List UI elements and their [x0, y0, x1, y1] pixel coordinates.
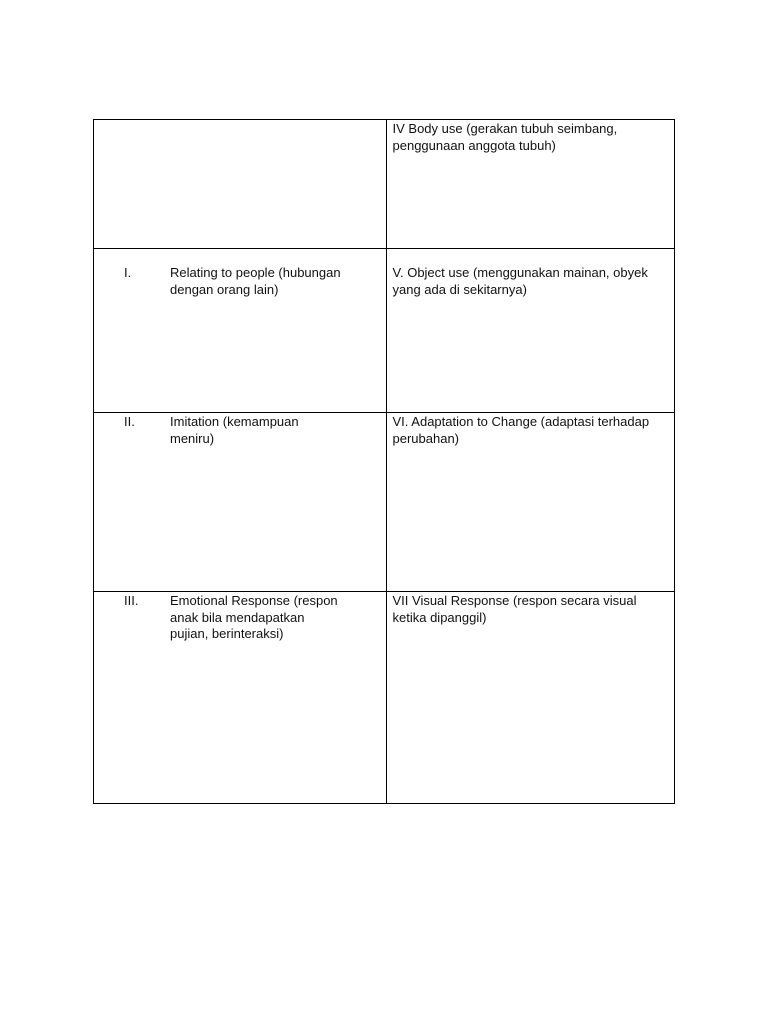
list-item [94, 592, 386, 643]
table-cell [94, 413, 387, 592]
item-body-use: IV Body use (gerakan tubuh seimbang, penggunaan anggota tubuh) [392, 121, 618, 153]
list-item [94, 413, 386, 447]
item-numeral: I. [124, 265, 132, 280]
table-cell-empty [94, 120, 387, 249]
table-cell [94, 249, 387, 413]
table-cell [386, 249, 675, 413]
list-item [94, 249, 386, 298]
table-cell [386, 120, 675, 249]
assessment-table [93, 119, 675, 804]
item-adaptation-to-change: VI. Adaptation to Change (adaptasi terhadap perubahan) [392, 414, 650, 446]
table-row [94, 249, 675, 413]
item-numeral: III. [124, 593, 139, 608]
item-emotional-response: Emotional Response (respon anak bila mendapatkan pujian, berinteraksi) [170, 593, 338, 641]
item-relating-to-people: Relating to people (hubungan dengan orang lain) [170, 265, 341, 297]
item-numeral: II. [124, 414, 135, 429]
item-object-use: V. Object use (menggunakan mainan, obyek yang ada di sekitarnya) [392, 265, 648, 297]
table-row [94, 413, 675, 592]
table-row [94, 592, 675, 804]
table-row [94, 120, 675, 249]
item-imitation: Imitation (kemampuan meniru) [170, 414, 299, 446]
table-cell [94, 592, 387, 804]
table-cell [386, 592, 675, 804]
item-visual-response: VII Visual Response (respon secara visual ketika dipanggil) [392, 593, 637, 625]
table-cell [386, 413, 675, 592]
